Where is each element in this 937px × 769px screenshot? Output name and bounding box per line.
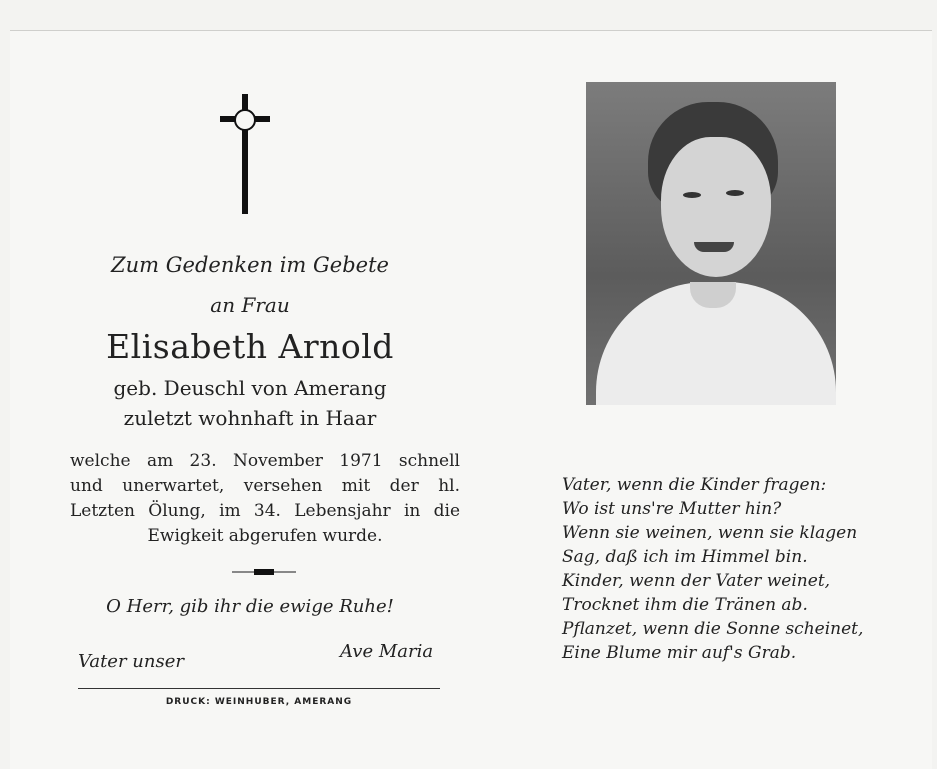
bio-line: und unerwartet, versehen mit der hl.: [70, 476, 460, 496]
bottom-rule: [78, 688, 440, 689]
portrait-photo: [586, 82, 836, 405]
left-page: [10, 31, 490, 769]
poem-line: Kinder, wenn der Vater weinet,: [562, 571, 831, 591]
salutation: an Frau: [210, 293, 290, 317]
poem-line: Vater, wenn die Kinder fragen:: [562, 475, 827, 495]
bio-line: Ewigkeit abgerufen wurde.: [147, 526, 383, 546]
prayer-line: O Herr, gib ihr die ewige Ruhe!: [106, 596, 394, 617]
poem: [562, 473, 922, 665]
poem-line: Sag, daß ich im Himmel bin.: [562, 547, 808, 567]
poem-line: Wenn sie weinen, wenn sie klagen: [562, 523, 858, 543]
heading: Zum Gedenken im Gebete: [111, 253, 389, 277]
right-page: [490, 31, 932, 769]
ornament-divider: [232, 571, 296, 573]
vater-unser: Vater unser: [78, 651, 184, 672]
biography-text: [70, 449, 460, 549]
ave-maria: Ave Maria: [340, 641, 434, 662]
poem-line: Wo ist uns're Mutter hin?: [562, 499, 782, 519]
bio-line: Letzten Ölung, im 34. Lebensjahr in die: [70, 501, 460, 521]
cross-icon: [220, 94, 270, 214]
poem-line: Eine Blume mir auf's Grab.: [562, 643, 797, 663]
last-residence: zuletzt wohnhaft in Haar: [123, 406, 377, 430]
poem-line: Trocknet ihm die Tränen ab.: [562, 595, 808, 615]
memorial-card: [10, 30, 932, 769]
printer-credit: DRUCK: WEINHUBER, AMERANG: [165, 697, 353, 707]
bio-line: welche am 23. November 1971 schnell: [70, 451, 460, 471]
deceased-name: Elisabeth Arnold: [106, 327, 394, 366]
birth-name: geb. Deuschl von Amerang: [113, 376, 387, 400]
poem-line: Pflanzet, wenn die Sonne scheinet,: [562, 619, 864, 639]
